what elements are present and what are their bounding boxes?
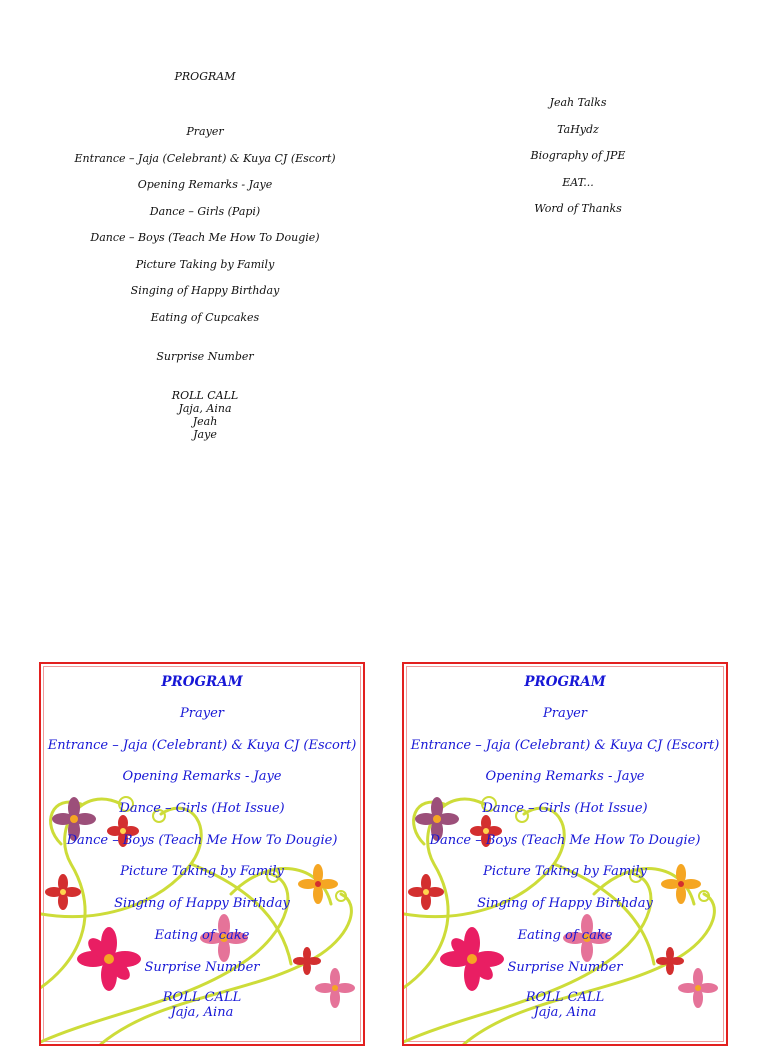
program-item: Singing of Happy Birthday bbox=[130, 284, 280, 297]
program-item: Word of Thanks bbox=[534, 202, 622, 215]
card-item: Surprise Number bbox=[144, 959, 260, 975]
card-item: Dance – Girls (Hot Issue) bbox=[482, 801, 648, 817]
card-item: Dance – Boys (Teach Me How To Dougie) bbox=[429, 832, 701, 848]
program-item: TaHydz bbox=[557, 122, 599, 136]
card-content bbox=[41, 673, 363, 1020]
program-item: Biography of JPE bbox=[530, 149, 626, 162]
card-item: Dance – Girls (Hot Issue) bbox=[119, 801, 285, 817]
card-item: Dance – Boys (Teach Me How To Dougie) bbox=[66, 832, 338, 848]
program-item: Eating of Cupcakes bbox=[150, 310, 260, 324]
program-item: EAT... bbox=[562, 175, 594, 189]
program-card-left bbox=[39, 662, 365, 1046]
card-item: Entrance – Jaja (Celebrant) & Kuya CJ (Escort) bbox=[47, 737, 357, 753]
program-right-column bbox=[468, 96, 688, 229]
roll-call-heading: ROLL CALL bbox=[171, 388, 239, 402]
card-item: Picture Taking by Family bbox=[120, 864, 284, 880]
roll-call-heading: ROLL CALL bbox=[162, 990, 242, 1006]
roll-call-name: Jaja, Aina bbox=[170, 1005, 234, 1021]
program-left-column bbox=[40, 70, 370, 441]
roll-call-name: Jeah bbox=[192, 414, 218, 428]
card-item: Prayer bbox=[543, 706, 587, 721]
card-item: Singing of Happy Birthday bbox=[114, 896, 290, 912]
card-item: Opening Remarks - Jaye bbox=[485, 769, 645, 785]
card-item: Picture Taking by Family bbox=[483, 864, 647, 880]
card-item: Prayer bbox=[180, 706, 224, 721]
program-item: Jeah Talks bbox=[549, 96, 607, 109]
surprise-number: Surprise Number bbox=[156, 349, 254, 363]
card-content bbox=[404, 673, 726, 1020]
card-item: Opening Remarks - Jaye bbox=[122, 769, 282, 785]
program-item: Prayer bbox=[186, 125, 224, 138]
roll-call-name: Jaja, Aina bbox=[178, 401, 232, 415]
program-item: Opening Remarks - Jaye bbox=[137, 178, 273, 191]
card-title: PROGRAM bbox=[161, 674, 243, 690]
card-item: Entrance – Jaja (Celebrant) & Kuya CJ (Escort) bbox=[410, 737, 720, 753]
program-item: Entrance – Jaja (Celebrant) & Kuya CJ (Escort) bbox=[74, 151, 336, 165]
card-item: Eating of cake bbox=[517, 927, 613, 943]
program-item: Dance – Girls (Papi) bbox=[149, 204, 261, 218]
roll-call-heading: ROLL CALL bbox=[525, 990, 605, 1006]
card-item: Eating of cake bbox=[154, 927, 250, 943]
roll-call-name: Jaja, Aina bbox=[533, 1005, 597, 1021]
card-title: PROGRAM bbox=[524, 674, 606, 690]
program-title: PROGRAM bbox=[174, 70, 236, 83]
roll-call-name: Jaye bbox=[193, 427, 217, 441]
program-item: Picture Taking by Family bbox=[135, 257, 275, 271]
program-item: Dance – Boys (Teach Me How To Dougie) bbox=[90, 231, 320, 244]
program-card-right bbox=[402, 662, 728, 1046]
card-item: Surprise Number bbox=[507, 959, 623, 975]
card-item: Singing of Happy Birthday bbox=[477, 896, 653, 912]
